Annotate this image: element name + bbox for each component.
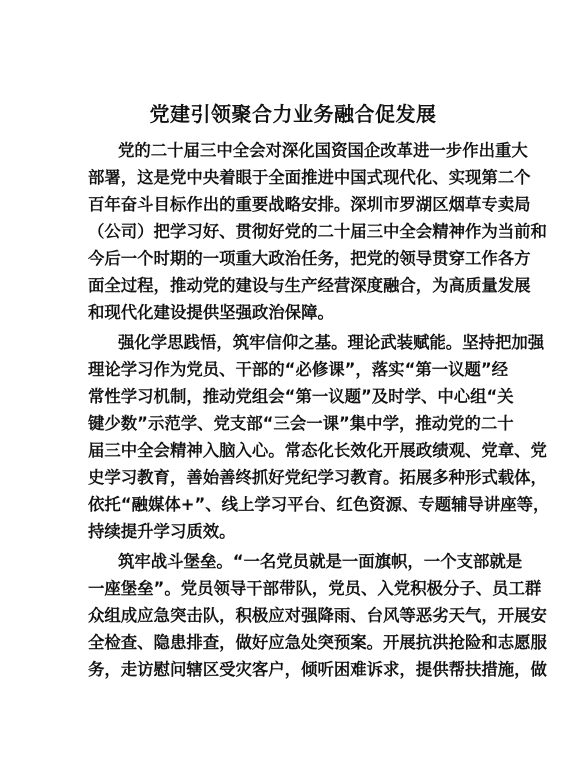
- paragraph-study-line: 键少数”示范学、党支部“三会一课”集中学，推动党的二十: [88, 414, 514, 433]
- paragraph-fortress-line: 筑牢战斗堡垒。“一名党员就是一面旗帜，一个支部就是: [118, 552, 523, 571]
- paragraph-fortress-line: 全检查、隐患排查，做好应急处突预案。开展抗洪抢险和志愿服: [88, 633, 547, 652]
- paragraph-intro-line: 今后一个时期的一项重大政治任务，把党的领导贯穿工作各方: [88, 249, 531, 268]
- paragraph-study-line: 届三中全会精神入脑入心。常态化长效化开展政绩观、党章、党: [88, 441, 547, 460]
- paragraph-intro-line: 百年奋斗目标作出的重要战略安排。深圳市罗湖区烟草专卖局: [88, 195, 531, 214]
- page-title: 党建引领聚合力业务融合促发展: [149, 102, 437, 126]
- paragraph-intro-line: （公司）把学习好、贯彻好党的二十届三中全会精神作为当前和: [88, 222, 547, 241]
- paragraph-study-line: 强化学思践悟，筑牢信仰之基。理论武装赋能。坚持把加强: [118, 333, 545, 352]
- paragraph-fortress-line: 一座堡垒”。党员领导干部带队，党员、入党积极分子、员工群: [88, 579, 542, 598]
- paragraph-fortress-line: 务，走访慰问辖区受灾客户，倾听困难诉求，提供帮扶措施，做: [88, 660, 547, 679]
- paragraph-study-line: 持续提升学习质效。: [88, 522, 236, 541]
- paragraph-intro-line: 和现代化建设提供坚强政治保障。: [88, 303, 334, 322]
- paragraph-intro-line: 部署，这是党中央着眼于全面推进中国式现代化、实现第二个: [88, 168, 531, 187]
- paragraph-fortress-line: 众组成应急突击队，积极应对强降雨、台风等恶劣天气，开展安: [88, 606, 547, 625]
- paragraph-study-line: 依托“融媒体+”、线上学习平台、红色资源、专题辅导讲座等，: [88, 495, 550, 514]
- paragraph-intro-line: 面全过程，推动党的建设与生产经营深度融合，为高质量发展: [88, 276, 531, 295]
- paragraph-study-line: 常性学习机制，推动党组会“第一议题”及时学、中心组“关: [88, 387, 514, 406]
- paragraph-intro-line: 党的二十届三中全会对深化国资国企改革进一步作出重大: [118, 141, 528, 160]
- paragraph-study-line: 理论学习作为党员、干部的“必修课”，落实“第一议题”经: [88, 360, 509, 379]
- paragraph-study-line: 史学习教育，善始善终抓好党纪学习教育。拓展多种形式载体，: [88, 468, 547, 487]
